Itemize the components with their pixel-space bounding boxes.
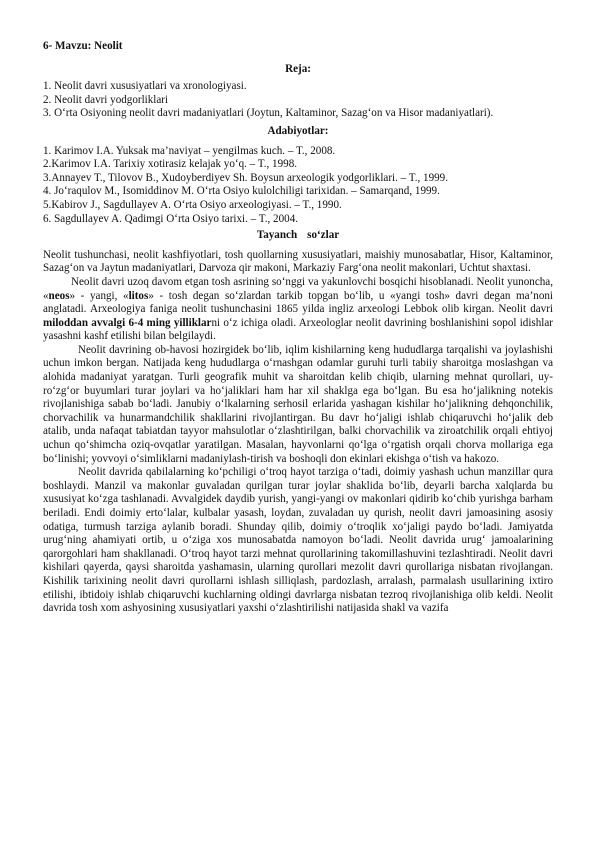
literature-item: 3.Annayev T., Tilovov B., Xudoyberdiyev Sh. Boysun arxeologik yodgorliklari. – T., 1999.: [43, 171, 449, 184]
text-run: ni o‘z ichiga oladi. Arxeologlar neolit davrining boshlanishini sopol idishlar yasashni kashf etilishi bilan belgilaydi.: [43, 316, 553, 343]
literature-heading: Adabiyotlar:: [267, 124, 329, 137]
plan-heading: Reja:: [285, 62, 311, 75]
literature-item: 5.Kabirov J., Sagdullayev A. O‘rta Osiyo arxeologiyasi. – T., 1990.: [43, 198, 342, 211]
plan-list: [43, 80, 553, 121]
literature-item: 1. Karimov I.A. Yuksak ma’naviyat – yengilmas kuch. – T., 2008.: [43, 144, 336, 157]
text-run: Neolit davri uzoq davom etgan tosh asrining so‘nggi va yakunlovchi bosqichi hisoblanadi. Neolit yunoncha, «: [43, 275, 553, 302]
keywords-heading-word-2: so‘zlar: [307, 229, 340, 242]
paragraph-climate: Neolit davrining ob-havosi hozirgidek bo‘lib, iqlim kishilarning keng hududlarga tarqalishi va joylashishi uchun imkon bergan. Natijada keng hududlarga o‘rnashgan odamlar guruhi turli tabiiy sharoitga moslashgan va alohida madaniyat yaratgan. Turli geografik muhit va sharoitdan kelib chiqib, ularning mehnat qurollari, uy-ro‘zg‘or buyumlari turar joylari va ho‘jaliklari ham har xil shaklga ega bo‘lgan. Bu esa ho‘jalikning notekis rivojlanishiga sabab bo‘ladi. Janubiy o‘lkalarning serhosil erlarida yashagan kishilar ho‘jalikning dehqonchilik, chorvachilik va hunarmandchilik shakllarini rivojlantirgan. Bu davr ho‘jaligi ishlab chiqaruvchi ho‘jalik deb atalib, unda nafaqat tabiatdan tayyor mahsulotlar o‘zlashtirilgan, balki chorvachilik va ziroatchilik orqali ehtiyoj uchun qo‘shimcha oziq-ovqatlar yaratilgan. Masalan, hayvonlarni qo‘lga o‘rgatish orqali chorva mollariga ega bo‘linishi; yovvoyi o‘simliklarni madaniylash-tirish va boshoqli don ekinlari ekishga o‘tish va hakozo.: [43, 343, 553, 465]
text-run: » - tosh degan so‘zlardan tarkib topgan bo‘lib, u «yangi tosh» davri degan ma’noni anglatadi. Arxeologiya faniga neolit tushunchasini 1865 yilda ingliz arxeologi Lebbok olib kirgan. Neolit davri: [43, 289, 554, 316]
keywords-heading-word-1: Tayanch: [256, 229, 298, 242]
literature-list: [43, 145, 553, 227]
plan-item: 1. Neolit davri xususiyatlari va xronologiyasi.: [43, 80, 247, 93]
document-page: [43, 40, 553, 616]
literature-item: 4. Jo‘raqulov M., Isomiddinov M. O‘rta Osiyo kulolchiligi tarixidan. – Samarqand, 1999.: [43, 185, 440, 198]
plan-item: 3. O‘rta Osiyoning neolit davri madaniyatlari (Joytun, Kaltaminor, Sazag‘on va Hisor madaniyatlari).: [43, 107, 494, 120]
period-emphasis: miloddan avvalgi 6-4 ming yilliklar: [43, 316, 212, 329]
topic-title: 6- Mavzu: Neolit: [43, 40, 123, 52]
paragraph-definition: [43, 276, 553, 344]
text-run: » - yangi, «: [69, 289, 129, 302]
term-litos: litos: [128, 289, 149, 302]
term-neos: neos: [48, 289, 70, 302]
paragraph-settlement: Neolit davrida qabilalarning ko‘pchiligi o‘troq hayot tarziga o‘tadi, doimiy yashash uchun manzillar qura boshlaydi. Manzil va makonlar guvaladan qurilgan turar joylar shaklida bo‘lib, deyarli barcha xalqlarda bu xususiyat ko‘zga tashlanadi. Avvalgidek daydib yurish, yangi-yangi ov makonlari qidirib ko‘chib yurishga barham beriladi. Endi doimiy erto‘lalar, kulbalar yasash, loydan, zuvaladan uy qurish, neolit davri jamoasining asosiy odatiga, turmush tarziga aylanib boradi. Shunday qilib, doimiy o‘troqlik xo‘jaligi paydo bo‘ladi. Jamiyatda urug‘ning ahamiyati ortib, u o‘ziga xos munosabatda namoyon bo‘ladi. Neolit davrida urug‘ jamoalarining qarorgohlari ham shakllanadi. O‘troq hayot tarzi mehnat qurollarining takomillashuvini tezlashtiradi. Neolit davri kishilari qayerda, qaysi sharoitda yashamasin, ularning qurollari mezolit davri qurollariga nisbatan rivojlangan. Kishilik tarixining neolit davri qurollarni ishlash silliqlash, pardozlash, arralash, parmalash usullarining ixtiro etilishi, ibtidoiy ishlab chiqaruvchi kuchlarning oldingi davrlarga nisbatan tezroq rivojlanishiga olib keldi. Neolit davrida tosh xom ashyosining xususiyatlari yaxshi o‘zlashtirilishi natijasida shakl va vazifa: [43, 466, 553, 615]
literature-item: 6. Sagdullayev A. Qadimgi O‘rta Osiyo tarixi. – T., 2004.: [43, 212, 299, 225]
literature-item: 2.Karimov I.A. Tarixiy xotirasiz kelajak yo‘q. – T., 1998.: [43, 158, 298, 171]
keywords-heading: [43, 229, 553, 243]
keywords-paragraph: Neolit tushunchasi, neolit kashfiyotlari, tosh quollarning xususiyatlari, maishiy munosabatlar, Hisor, Kaltaminor, Sazag‘on va Jaytun madaniyatlari, Darvoza qir makoni, Markaziy Farg‘ona neolit makonlari, Uchtut shaxtasi.: [43, 248, 553, 275]
plan-item: 2. Neolit davri yodgorliklari: [43, 93, 169, 106]
